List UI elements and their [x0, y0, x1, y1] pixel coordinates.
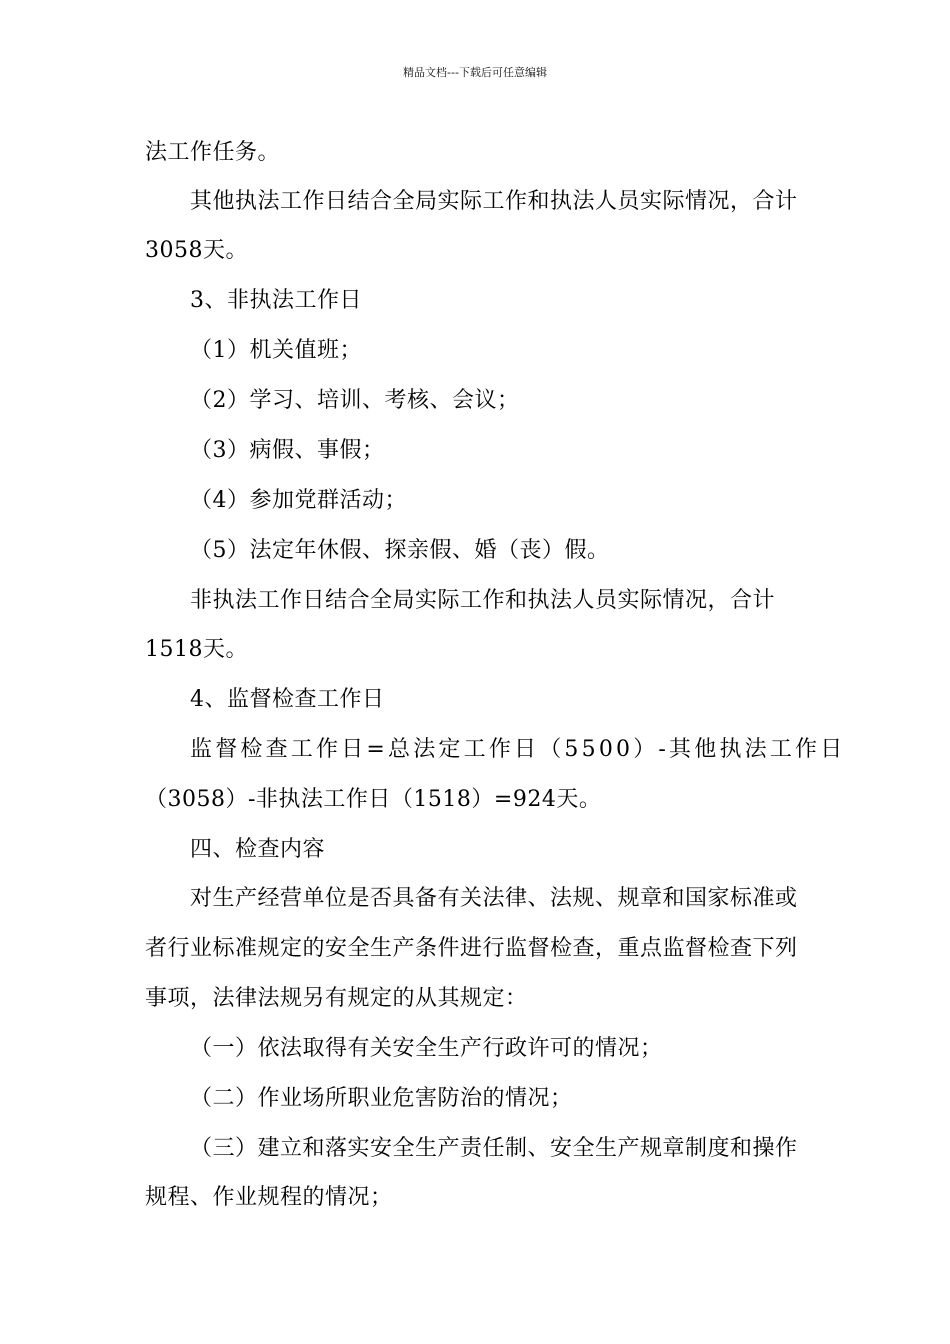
list-item: （一）依法取得有关安全生产行政许可的情况； — [190, 1036, 663, 1061]
list-item: （三）建立和落实安全生产责任制、安全生产规章制度和操作 — [190, 1136, 798, 1161]
section-heading: 4、监督检查工作日 — [190, 687, 385, 712]
paragraph-line: 其他执法工作日结合全局实际工作和执法人员实际情况，合计 — [190, 189, 798, 214]
list-item: （1）机关值班； — [190, 338, 362, 363]
list-item: （3）病假、事假； — [190, 438, 385, 463]
list-item: （二）作业场所职业危害防治的情况； — [190, 1086, 573, 1111]
paragraph-line: 对生产经营单位是否具备有关法律、法规、规章和国家标准或 — [190, 886, 798, 911]
section-heading: 四、检查内容 — [190, 837, 326, 862]
paragraph-line: 者行业标准规定的安全生产条件进行监督检查，重点监督检查下列 — [145, 936, 798, 961]
section-heading: 3、非执法工作日 — [190, 288, 362, 313]
list-item: （5）法定年休假、探亲假、婚（丧）假。 — [190, 538, 610, 563]
paragraph-line: 1518天。 — [145, 637, 248, 662]
paragraph-line: 3058天。 — [145, 238, 248, 263]
list-item: （2）学习、培训、考核、会议； — [190, 388, 520, 413]
paragraph-line: 法工作任务。 — [145, 140, 281, 165]
paragraph-line: 非执法工作日结合全局实际工作和执法人员实际情况，合计 — [190, 588, 776, 613]
paragraph-line: 规程、作业规程的情况； — [145, 1185, 393, 1210]
paragraph-line: 事项，法律法规另有规定的从其规定： — [145, 986, 528, 1011]
paragraph-line: 监督检查工作日=总法定工作日（5500）-其他执法工作日 — [190, 737, 846, 762]
page-header: 精品文档---下载后可任意编辑 — [403, 66, 547, 79]
paragraph-line: （3058）-非执法工作日（1518）=924天。 — [145, 787, 602, 812]
list-item: （4）参加党群活动； — [190, 488, 407, 513]
